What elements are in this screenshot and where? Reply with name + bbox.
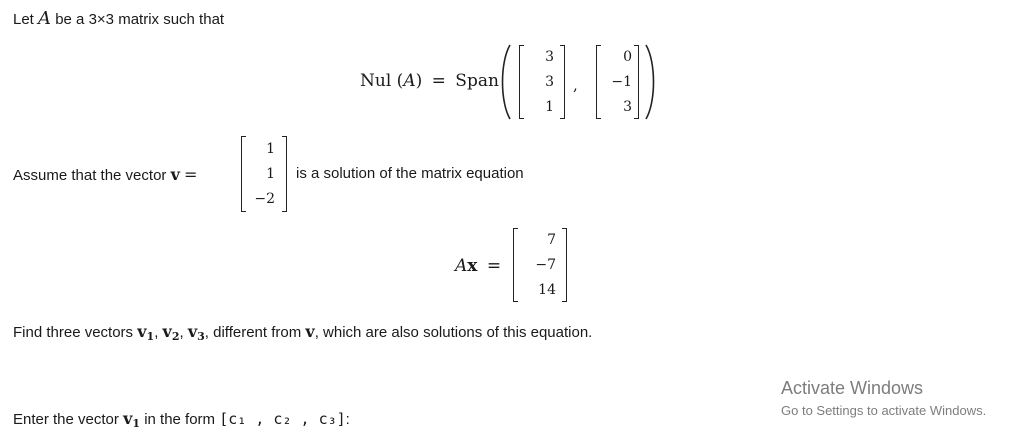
intro-middle: be a: [55, 11, 85, 28]
span-vector-1: [526, 45, 554, 119]
task-v1: $v_1$: [137, 322, 155, 343]
matrix-entry: −1: [611, 73, 632, 90]
v-bracket-left: [241, 136, 246, 212]
span-paren-left: [498, 44, 512, 120]
task-suffix: , which are also solutions of this equation.: [314, 324, 593, 341]
span-vec1-bracket-right: [560, 45, 565, 119]
span-paren-right: [644, 44, 658, 120]
matrix-entry: −7: [535, 256, 556, 273]
task-comma2: ,: [179, 324, 184, 341]
matrix-entry: 0: [623, 49, 632, 66]
nul-paren-close: ): [415, 71, 423, 91]
assume-suffix: is a solution of the matrix equation: [296, 165, 524, 182]
activate-windows-title: Activate Windows: [781, 378, 924, 398]
entry-prefix: Enter the vector: [13, 411, 119, 428]
equation-lhs: [455, 256, 501, 276]
matrix-entry: 3: [545, 73, 554, 90]
null-space-lhs: [360, 71, 499, 91]
nul-arg: A: [403, 71, 416, 91]
entry-v1: $v_1$: [123, 409, 141, 430]
intro-dims: 3×3: [88, 11, 115, 28]
assume-prefix: Assume that the vector: [13, 167, 167, 184]
task-v: v: [305, 322, 315, 341]
v-bracket-right: [282, 136, 287, 212]
b-bracket-right: [562, 228, 567, 302]
task-prefix: Find three vectors: [13, 324, 134, 341]
vector-var-v: v: [170, 165, 180, 184]
intro-suffix: matrix such that: [118, 11, 225, 28]
matrix-entry: −2: [254, 190, 275, 207]
task-comma1: ,: [154, 324, 159, 341]
task-v3: $v_3$: [187, 322, 205, 343]
matrix-entry: 1: [545, 98, 554, 115]
matrix-entry: 1: [266, 165, 275, 182]
task-line: [13, 322, 592, 343]
span-vec2-bracket-right: [634, 45, 639, 119]
task-v2: $v_2$: [162, 322, 180, 343]
eq-x: x: [467, 256, 478, 276]
b-bracket-left: [513, 228, 518, 302]
matrix-var-a: A: [38, 8, 52, 29]
matrix-entry: 3: [623, 98, 632, 115]
span-label: Span: [455, 71, 499, 91]
matrix-entry: 14: [538, 281, 556, 298]
span-separator: ,: [573, 76, 578, 94]
nul-label: Nul: [360, 71, 392, 91]
eq-a: A: [455, 256, 468, 276]
matrix-entry: 3: [545, 49, 554, 66]
entry-format: [c₁ , c₂ , c₃]: [219, 410, 346, 428]
matrix-entry: 7: [547, 232, 556, 249]
assume-line: [13, 165, 197, 184]
entry-middle: in the form: [144, 411, 216, 428]
intro-line: [13, 8, 224, 29]
eq-equals: =: [486, 256, 502, 276]
entry-line: [13, 409, 350, 430]
intro-prefix: Let: [13, 11, 34, 28]
nul-paren-open: (: [396, 71, 404, 91]
matrix-entry: 1: [266, 141, 275, 158]
vector-b: [520, 228, 556, 302]
vector-v: [247, 137, 275, 211]
span-vec2-bracket-left: [596, 45, 601, 119]
activate-windows-subtitle: Go to Settings to activate Windows.: [781, 403, 987, 418]
nul-equals: =: [431, 71, 446, 91]
span-vector-2: [602, 45, 632, 119]
assume-equals: =: [184, 165, 198, 184]
span-vec1-bracket-left: [519, 45, 524, 119]
task-mid: , different from: [204, 324, 302, 341]
entry-colon: :: [345, 411, 350, 428]
